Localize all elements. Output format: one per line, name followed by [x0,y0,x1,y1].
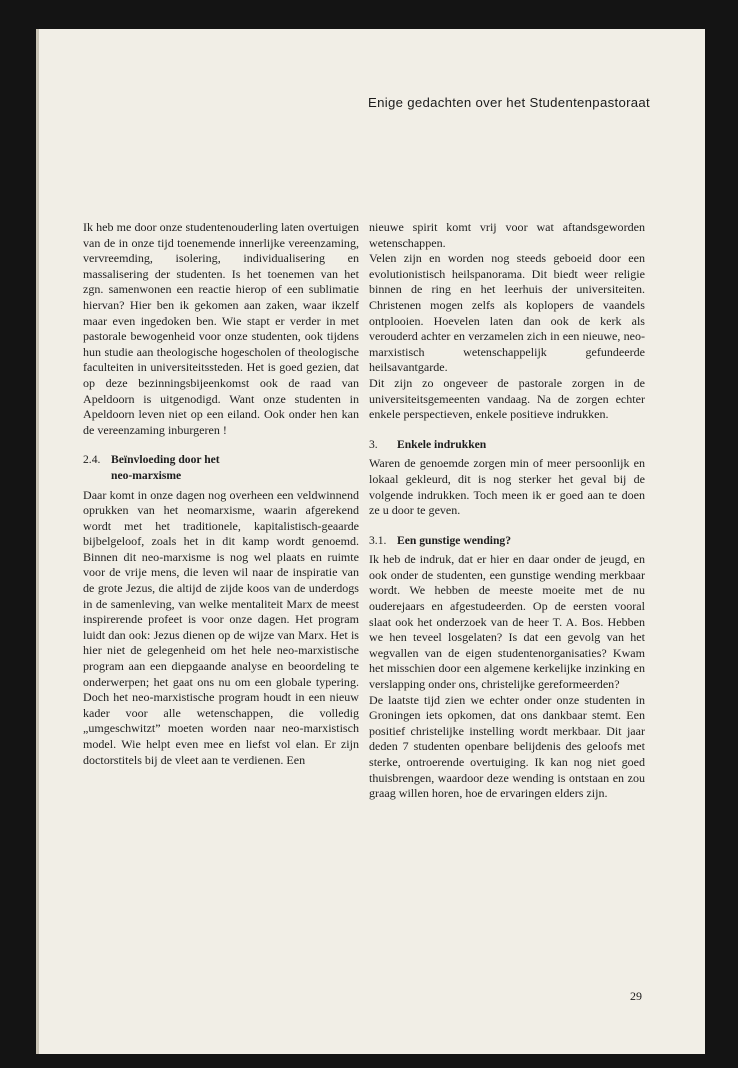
page-edge [36,29,39,1054]
paragraph: nieuwe spirit komt vrij voor wat aftandsgeworden wetenschappen. [369,220,645,250]
paragraph: Ik heb me door onze studentenouderling laten overtuigen van de in onze tijd toenemende innerlijke vereenzaming, vervreemding, isolering, individualisering en massalisering der studenten. Is het toenemen van het zgn. samenwonen een reactie hierop of een sublimatie hiervan? Hier ben ik gekomen aan zaken, waar ikzelf maar even ingedoken ben. Wie stapt er verder in met pastorale bewogenheid voor onze studenten, ook tijdens hun studie aan theologische hogescholen of theologische faculteiten in universiteitssteden. Het is goed gezien, dat op deze bezinningsbijeenkomst ook de raad van Apeldoorn is uitgenodigd. Want onze studenten in Apeldoorn leven niet op een eiland. Ook onder hen kan de vereenzaming inburgeren ! [83,220,359,437]
paragraph: Dit zijn zo ongeveer de pastorale zorgen in de universiteitsgemeenten vandaag. Na de zorgen echter enkele perspectieven, enkele positieve indrukken. [369,375,645,422]
section-heading-3 [369,437,645,453]
section-title: Beïnvloeding door het [111,453,220,467]
running-header: Enige gedachten over het Studentenpastoraat [368,95,650,110]
section-title: Een gunstige wending? [397,533,512,547]
section-heading-3-1 [369,533,645,549]
paragraph: Daar komt in onze dagen nog overheen een veldwinnend oprukken van het neomarxisme, waarin afgerekend wordt met het traditionele, kapitalistisch-geaarde bijbelgeloof, zoals het in dit kamp wordt genoemd. Binnen dit neo-marxisme is nog wel plaats en ruimte voor de vrije mens, die leven wil naar de inspiratie van de grote Jezus, die altijd de zijde koos van de underdogs in de samenleving, van welke mentaliteit Marx de meest inspirerende profeet is voor onze dagen. Het program luidt dan ook: Jezus dienen op de wijze van Marx. Het is hier niet de gelegenheid om het hele neo-marxistische program aan een diepgaande analyse en beoordeling te onderwerpen; het gaat ons nu om een globale typering. Doch het neo-marxistische program houdt in een nieuw kader voor alle wetenschappen, die volledig „umgeschwitzt” moeten worden naar neo-marxistisch model. Wie helpt even mee en liefst vol elan. Er zijn doctorstitels bij de vleet aan te verdienen. Een [83,487,359,767]
paragraph: Velen zijn en worden nog steeds geboeid door een evolutionistisch heilspanorama. Dit biedt weer religie binnen de ring en het leerhuis der universiteiten. Christenen mogen zelfs als koplopers de vaandels ontplooien. Hoevelen laten dan ook de kerk als verouderd achter en verzamelen zich in een nieuwe, neo-marxistisch wetenschappelijk gefundeerde heilsavantgarde. [369,251,645,375]
section-title: Enkele indrukken [397,437,487,451]
section-number: 3.1. [369,533,387,547]
section-title-cont: neo-marxisme [111,468,182,482]
section-number: 3. [369,437,378,451]
right-column [369,220,645,802]
left-column [83,220,359,768]
page-number: 29 [630,989,642,1003]
section-heading-2-4 [83,452,359,483]
paragraph: Ik heb de indruk, dat er hier en daar onder de jeugd, en ook onder de studenten, een gunstige wending merkbaar wordt. We hebben de meeste moeite met de nu ouderejaars en afgestudeerden. Op de eersten vooral slaat ook het onderzoek van de heer T. A. Bos. Hebben we hen teveel losgelaten? Is dat een gevolg van het wegvallen van de eigen studentenorganisaties? Kwam het misschien door een algemene kerkelijke inzinking en verslapping onder ons, christelijke gereformeerden? [369,552,645,692]
section-number: 2.4. [83,453,101,467]
paragraph: Waren de genoemde zorgen min of meer persoonlijk en lokaal gekleurd, dit is nog sterker het geval bij de volgende indrukken. Toch meen ik er goed aan te doen ze u door te geven. [369,456,645,518]
paragraph: De laatste tijd zien we echter onder onze studenten in Groningen iets opkomen, dat ons dankbaar stemt. Een positief christelijke instelling wordt merkbaar. Dit jaar deden 7 studenten openbare belijdenis des geloofs met sterke, ontroerende overtuiging. Ik kan nog niet goed thuisbrengen, waardoor deze wending is ontstaan en zou graag willen horen, hoe de ervaringen elders zijn. [369,692,645,801]
